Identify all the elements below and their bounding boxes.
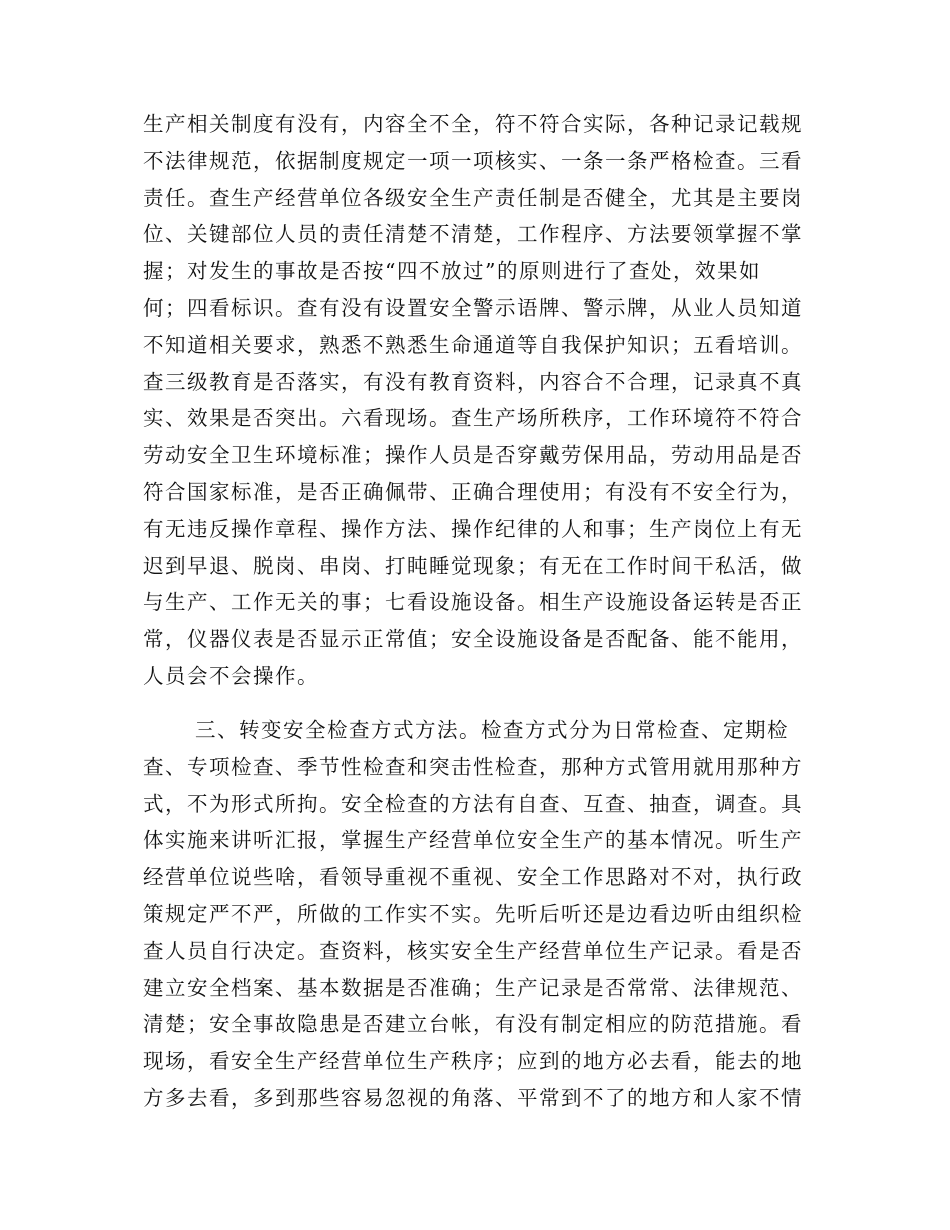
- text-line: 现场，看安全生产经营单位生产秩序；应到的地方必去看，能去的地: [143, 1049, 803, 1074]
- text-line: 查人员自行决定。查资料，核实安全生产经营单位生产记录。看是否: [143, 938, 803, 963]
- text-line: 实、效果是否突出。六看现场。查生产场所秩序，工作环境符不符合: [143, 406, 803, 431]
- text-line: 查三级教育是否落实，有没有教育资料，内容合不合理，记录真不真: [143, 369, 803, 394]
- text-line: 有无违反操作章程、操作方法、操作纪律的人和事；生产岗位上有无: [143, 516, 803, 541]
- text-line: 体实施来讲听汇报，掌握生产经营单位安全生产的基本情况。听生产: [143, 828, 803, 853]
- text-line: 方多去看，多到那些容易忽视的角落、平常到不了的地方和人家不情: [143, 1085, 803, 1110]
- text-line: 常，仪器仪表是否显示正常值；安全设施设备是否配备、能不能用，: [143, 627, 803, 652]
- paragraph-1: [143, 106, 803, 695]
- text-line: 查、专项检查、季节性检查和突击性检查，那种方式管用就用那种方: [143, 754, 803, 779]
- text-line: 与生产、工作无关的事；七看设施设备。相生产设施设备运转是否正: [143, 590, 803, 615]
- text-line: 劳动安全卫生环境标准；操作人员是否穿戴劳保用品，劳动用品是否: [143, 443, 803, 468]
- text-line: 经营单位说些啥，看领导重视不重视、安全工作思路对不对，执行政: [143, 865, 803, 890]
- text-line: 责任。查生产经营单位各级安全生产责任制是否健全，尤其是主要岗: [143, 185, 803, 210]
- text-line: 不知道相关要求，熟悉不熟悉生命通道等自我保护知识；五看培训。: [143, 332, 803, 357]
- text-line: 生产相关制度有没有，内容全不全，符不符合实际，各种记录记载规: [143, 112, 803, 136]
- text-line: 式，不为形式所拘。安全检查的方法有自查、互查、抽查，调查。具: [143, 791, 803, 816]
- text-line: 位、关键部位人员的责任清楚不清楚，工作程序、方法要领掌握不掌: [143, 222, 803, 247]
- text-line: 策规定严不严，所做的工作实不实。先听后听还是边看边听由组织检: [143, 901, 803, 926]
- text-line: 握；对发生的事故是否按“四不放过”的原则进行了查处，效果如: [143, 259, 761, 284]
- text-line: 清楚；安全事故隐患是否建立台帐，有没有制定相应的防范措施。看: [143, 1012, 803, 1037]
- text-line: 何；四看标识。查有没有设置安全警示语牌、警示牌，从业人员知道: [143, 295, 803, 320]
- text-line: 不法律规范，依据制度规定一项一项核实、一条一条严格检查。三看: [143, 148, 803, 173]
- text-line: 迟到早退、脱岗、串岗、打盹睡觉现象；有无在工作时间干私活，做: [143, 553, 803, 578]
- text-line: 人员会不会操作。: [143, 663, 319, 688]
- text-line: 建立安全档案、基本数据是否准确；生产记录是否常常、法律规范、: [143, 975, 803, 1000]
- text-line: 三、转变安全检查方式方法。检查方式分为日常检查、定期检: [195, 718, 789, 742]
- paragraph-2: [143, 712, 803, 1117]
- text-line: 符合国家标准，是否正确佩带、正确合理使用；有没有不安全行为，: [143, 479, 803, 504]
